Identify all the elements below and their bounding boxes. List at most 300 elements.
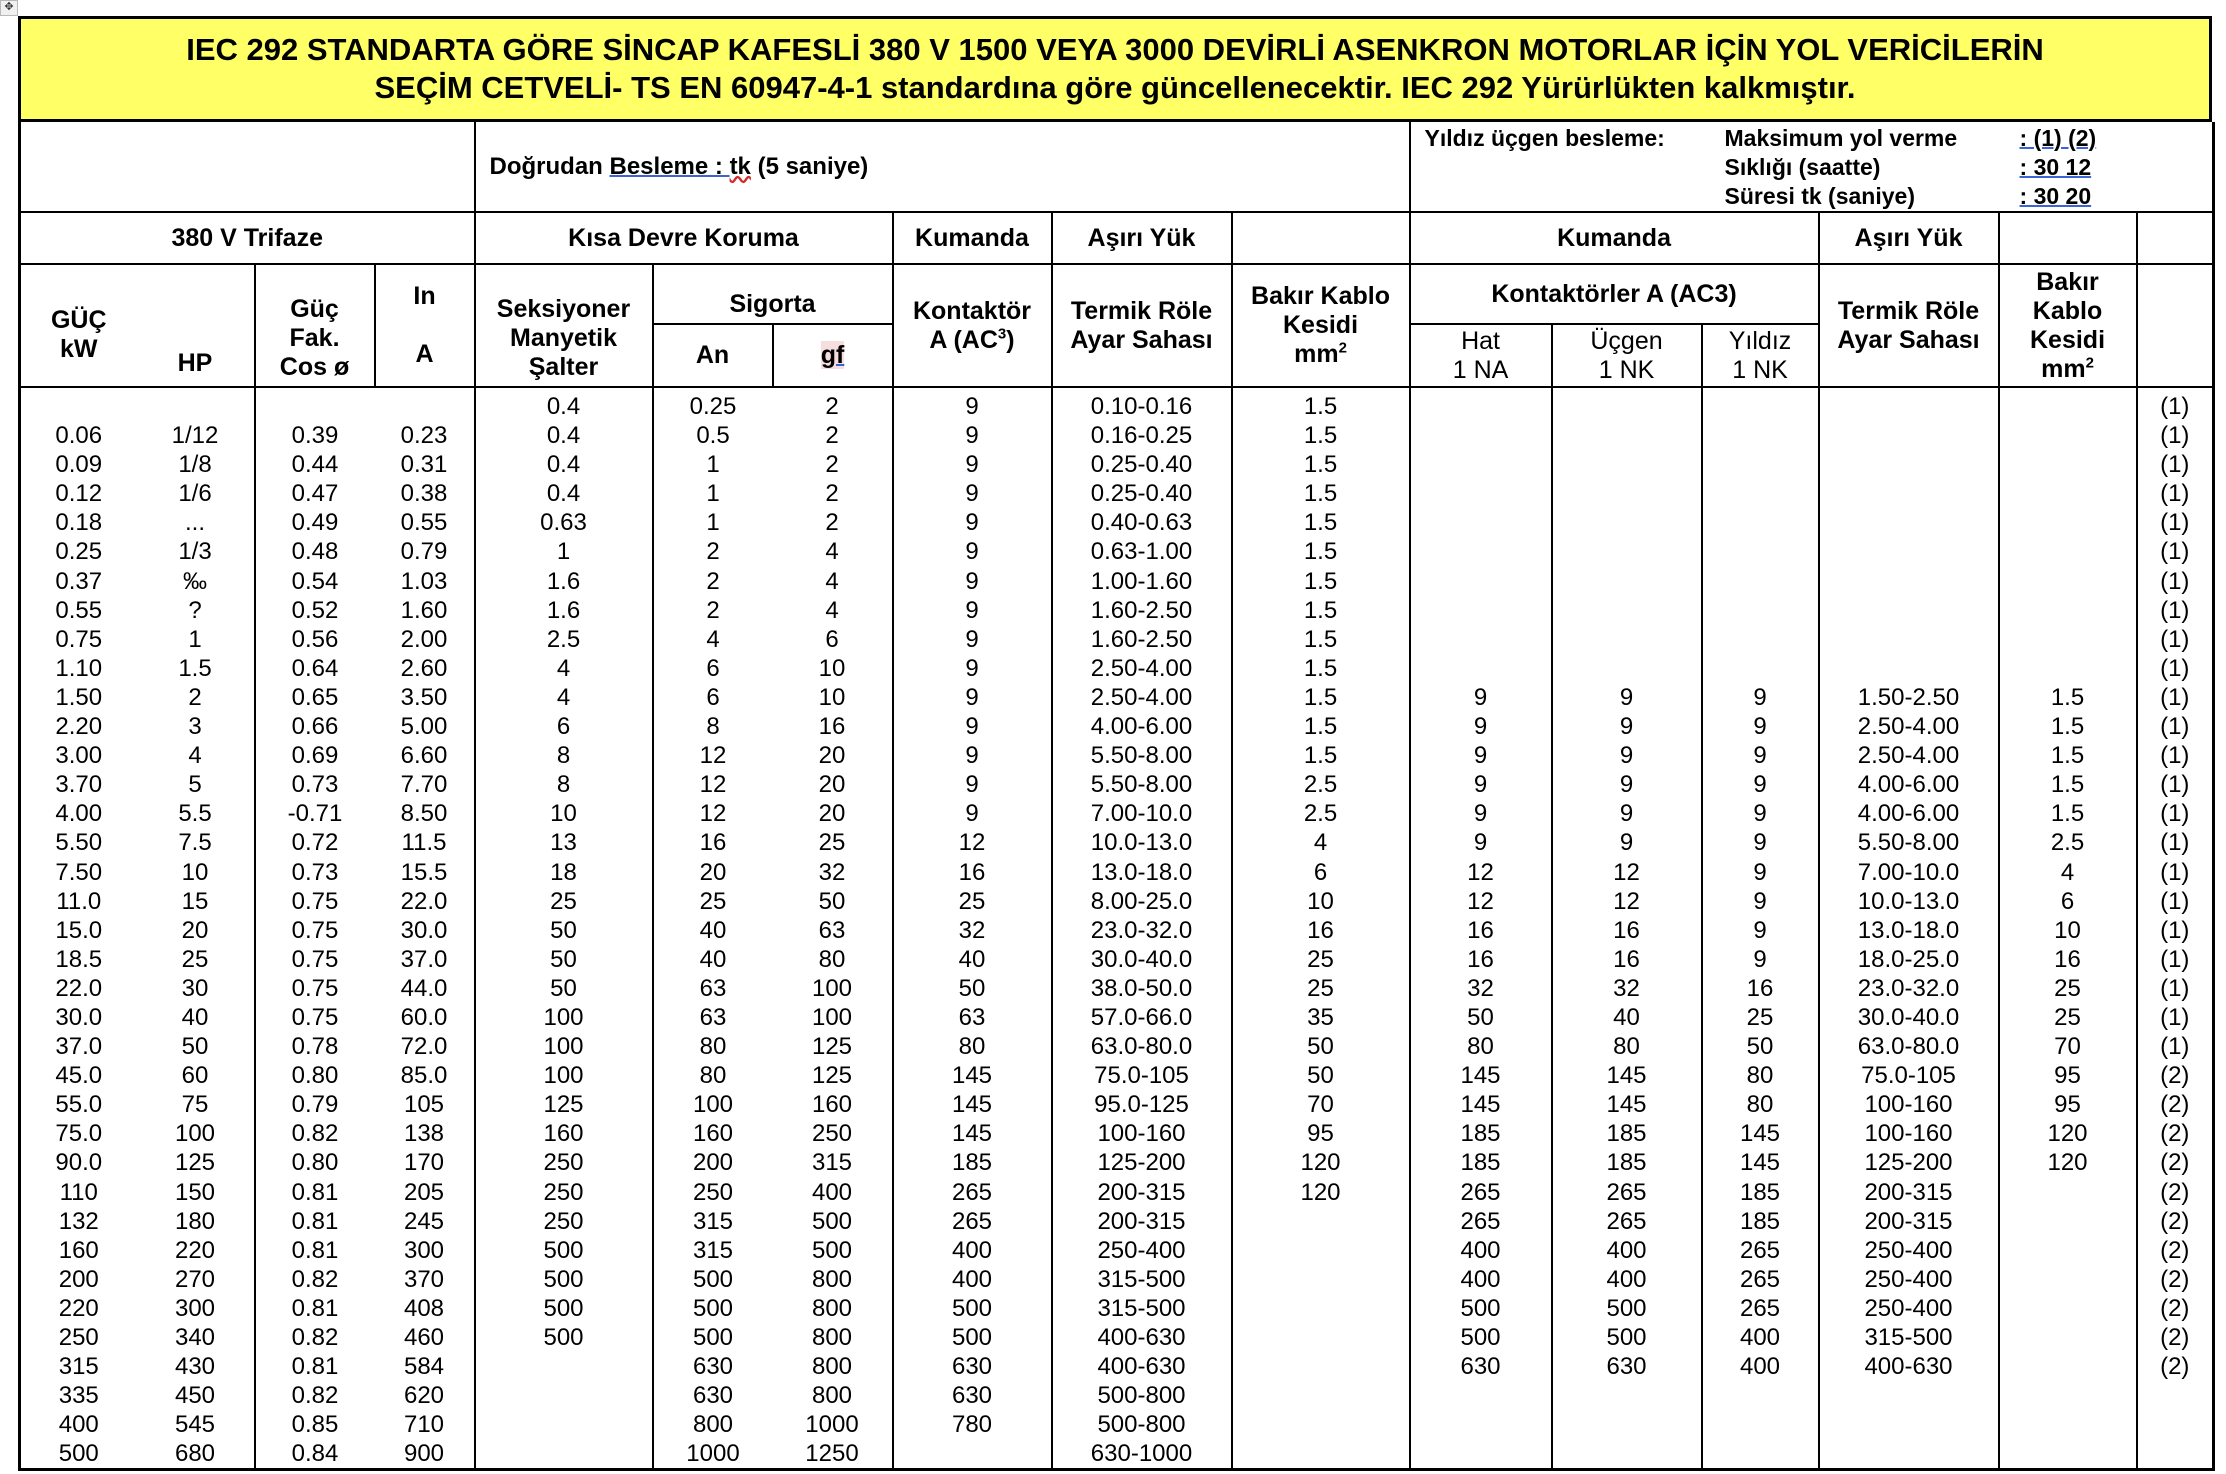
table-cell: 145 xyxy=(1552,1090,1702,1119)
table-row xyxy=(20,1178,2214,1207)
table-cell: 710 xyxy=(375,1410,475,1439)
table-cell: 9 xyxy=(1702,770,1819,799)
table-cell xyxy=(1232,1236,1410,1265)
table-cell: 630 xyxy=(1410,1352,1552,1381)
table-cell: 1 xyxy=(137,625,255,654)
table-cell: 35 xyxy=(1232,1003,1410,1032)
table-cell: 16 xyxy=(1552,916,1702,945)
table-cell: 2.20 xyxy=(20,712,137,741)
table-cell: 250-400 xyxy=(1052,1236,1232,1265)
table-cell xyxy=(893,1439,1052,1470)
col-header-contactor: Kontaktör A $(AC^3)$ xyxy=(893,264,1052,387)
table-cell: 200 xyxy=(692,1149,734,1177)
table-cell: 9 xyxy=(1702,858,1819,887)
table-cell xyxy=(137,388,255,421)
table-cell: 500-800 xyxy=(1052,1410,1232,1439)
table-cell: 2.5 xyxy=(1232,770,1410,799)
table-cell: 0.72 xyxy=(291,829,339,857)
table-cell: (1) xyxy=(2137,712,2214,741)
selection-table-sheet xyxy=(18,16,2212,1471)
table-cell: 9 xyxy=(893,479,1052,508)
table-cell xyxy=(1702,596,1819,625)
table-cell: 185 xyxy=(1552,1119,1702,1148)
table-cell: 120 xyxy=(1999,1119,2137,1148)
table-cell: 1.5 xyxy=(1232,450,1410,479)
table-cell: 22.0 xyxy=(375,887,475,916)
table-row xyxy=(20,1148,2214,1177)
table-cell: 50 xyxy=(893,974,1052,1003)
table-cell: 1.5 xyxy=(1232,654,1410,683)
table-cell: (1) xyxy=(2137,450,2214,479)
data-body xyxy=(20,388,2214,1470)
table-row xyxy=(20,1439,2214,1470)
table-cell: 315-500 xyxy=(1052,1265,1232,1294)
table-row xyxy=(20,450,2214,479)
table-row xyxy=(20,770,2214,799)
table-cell: 400 xyxy=(1552,1265,1702,1294)
table-cell: 2.00 xyxy=(375,625,475,654)
table-cell: 2 xyxy=(773,508,893,537)
table-cell: 1.03 xyxy=(375,567,475,596)
table-cell: 680 xyxy=(137,1439,255,1470)
table-cell: 0.25 xyxy=(689,393,737,420)
table-cell: 500 xyxy=(773,1236,893,1265)
header-table xyxy=(18,122,2215,388)
table-cell: 145 xyxy=(893,1119,1052,1148)
table-cell xyxy=(1702,421,1819,450)
table-cell: ... xyxy=(137,508,255,537)
table-cell: 2 xyxy=(773,450,893,479)
table-cell: 0.55 xyxy=(20,596,137,625)
table-cell xyxy=(1999,1178,2137,1207)
table-cell xyxy=(1552,625,1702,654)
table-cell: 75 xyxy=(137,1090,255,1119)
table-cell: 12 xyxy=(1552,858,1702,887)
title-line-2: SEÇİM CETVELİ- TS EN 60947-4-1 standardına göre güncellenecektir. IEC 292 Yürürlükten kalkmıştır. xyxy=(374,70,1856,105)
table-cell: 315-500 xyxy=(1819,1323,1999,1352)
table-row xyxy=(20,828,2214,857)
table-cell: 12 xyxy=(699,742,727,770)
table-cell: 1.5 xyxy=(1999,712,2137,741)
table-cell: 500 xyxy=(475,1265,653,1294)
table-cell: 9 xyxy=(1410,770,1552,799)
table-cell: 630 xyxy=(893,1352,1052,1381)
table-cell xyxy=(1410,1410,1552,1439)
table-cell: 160 xyxy=(20,1236,137,1265)
table-cell xyxy=(1999,625,2137,654)
table-move-handle-icon[interactable]: ✥ xyxy=(0,0,18,16)
table-cell: 200 xyxy=(20,1265,137,1294)
table-row xyxy=(20,858,2214,887)
table-cell: 1000 xyxy=(773,1410,893,1439)
table-cell: 63 xyxy=(773,916,893,945)
table-cell: 4.00-6.00 xyxy=(1052,712,1232,741)
table-cell: 15.0 xyxy=(20,916,137,945)
table-cell: 400 xyxy=(773,1178,893,1207)
title-line-1: IEC 292 STANDARTA GÖRE SİNCAP KAFESLİ 380 V 1500 VEYA 3000 DEVİRLİ ASENKRON MOTORLAR İÇİN YOL VERİCİLERİN xyxy=(186,32,2044,67)
table-cell: 630 xyxy=(1552,1352,1702,1381)
table-cell: 12 xyxy=(699,800,727,828)
table-cell: 0.75 xyxy=(291,887,339,915)
table-cell: 1/6 xyxy=(137,479,255,508)
table-cell: 630 xyxy=(893,1381,1052,1410)
table-cell: 8 xyxy=(706,713,720,741)
table-cell xyxy=(1552,479,1702,508)
table-cell: 25 xyxy=(137,945,255,974)
table-cell: (1) xyxy=(2137,1003,2214,1032)
table-cell xyxy=(1232,1265,1410,1294)
table-row xyxy=(20,916,2214,945)
table-cell: 80 xyxy=(893,1032,1052,1061)
group-blank-3 xyxy=(2137,212,2214,264)
table-cell: 1 xyxy=(475,537,653,566)
table-cell: 1.00-1.60 xyxy=(1052,567,1232,596)
table-cell xyxy=(1702,567,1819,596)
table-cell: 0.75 xyxy=(291,974,339,1002)
table-cell: 145 xyxy=(1702,1119,1819,1148)
table-cell: 7.00-10.0 xyxy=(1819,858,1999,887)
table-cell: 80 xyxy=(1702,1061,1819,1090)
table-cell: 400 xyxy=(1702,1323,1819,1352)
table-cell: 120 xyxy=(1232,1178,1410,1207)
table-cell: 1.60 xyxy=(375,596,475,625)
table-cell: 75.0-105 xyxy=(1052,1061,1232,1090)
table-cell xyxy=(1702,508,1819,537)
table-cell: (1) xyxy=(2137,945,2214,974)
table-cell: 0.82 xyxy=(291,1120,339,1148)
table-cell: 0.54 xyxy=(291,567,339,595)
table-cell xyxy=(1702,654,1819,683)
table-cell: 630-1000 xyxy=(1052,1439,1232,1470)
table-cell: 9 xyxy=(893,683,1052,712)
table-cell: 250 xyxy=(773,1119,893,1148)
table-cell: 200-315 xyxy=(1819,1178,1999,1207)
table-cell: 0.63-1.00 xyxy=(1052,537,1232,566)
table-cell: 500 xyxy=(1552,1323,1702,1352)
table-cell: 1.5 xyxy=(1232,388,1410,421)
table-cell: 0.81 xyxy=(291,1207,339,1235)
table-row xyxy=(20,1032,2214,1061)
table-cell xyxy=(1819,479,1999,508)
table-cell: 9 xyxy=(893,421,1052,450)
table-cell: (1) xyxy=(2137,388,2214,421)
table-cell: 50 xyxy=(1410,1003,1552,1032)
table-cell: 90.0 xyxy=(20,1148,137,1177)
table-cell: 1.60-2.50 xyxy=(1052,625,1232,654)
table-cell: 630 xyxy=(692,1382,734,1410)
table-cell: 1.5 xyxy=(1232,479,1410,508)
table-cell: 44.0 xyxy=(375,974,475,1003)
col-header-fuse: Sigorta xyxy=(653,264,893,324)
table-cell: 6 xyxy=(1232,858,1410,887)
table-cell: 0.25-0.40 xyxy=(1052,479,1232,508)
table-cell xyxy=(1410,596,1552,625)
table-row xyxy=(20,887,2214,916)
table-cell xyxy=(1999,1381,2137,1410)
table-row xyxy=(20,1236,2214,1265)
table-cell: 2 xyxy=(773,388,893,421)
table-cell: 450 xyxy=(137,1381,255,1410)
table-cell xyxy=(1999,508,2137,537)
table-cell: 400 xyxy=(1552,1236,1702,1265)
table-cell: 1.50-2.50 xyxy=(1819,683,1999,712)
table-cell: 125-200 xyxy=(1819,1148,1999,1177)
table-cell xyxy=(1552,421,1702,450)
table-cell: 7.50 xyxy=(20,858,137,887)
table-cell: 75.0 xyxy=(20,1119,137,1148)
table-cell: 0.10-0.16 xyxy=(1052,388,1232,421)
table-cell: 500 xyxy=(475,1294,653,1323)
table-cell: 2 xyxy=(773,421,893,450)
table-cell: (1) xyxy=(2137,654,2214,683)
table-cell: 0.25 xyxy=(20,537,137,566)
table-cell: 408 xyxy=(375,1294,475,1323)
table-cell: 9 xyxy=(1702,887,1819,916)
table-cell: 40 xyxy=(699,945,727,973)
table-cell: 9 xyxy=(893,654,1052,683)
table-row xyxy=(20,1352,2214,1381)
table-cell: (1) xyxy=(2137,625,2214,654)
table-cell: 23.0-32.0 xyxy=(1052,916,1232,945)
table-cell: (2) xyxy=(2137,1323,2214,1352)
table-cell: 5.5 xyxy=(137,799,255,828)
table-cell: 9 xyxy=(1702,916,1819,945)
table-cell: 9 xyxy=(893,596,1052,625)
table-cell: (1) xyxy=(2137,858,2214,887)
table-cell: 265 xyxy=(893,1178,1052,1207)
table-cell xyxy=(20,388,137,421)
table-cell: 80 xyxy=(1552,1032,1702,1061)
table-cell: 100 xyxy=(137,1119,255,1148)
col-header-thermal-relay-2: Termik Röle Ayar Sahası xyxy=(1819,264,1999,387)
table-cell: 12 xyxy=(1552,887,1702,916)
table-cell: 300 xyxy=(375,1236,475,1265)
table-cell: 315 xyxy=(692,1207,734,1235)
table-cell: 0.65 xyxy=(291,683,339,711)
table-cell: 400 xyxy=(1410,1265,1552,1294)
table-cell: 63 xyxy=(699,1003,727,1031)
table-cell: 185 xyxy=(1702,1207,1819,1236)
table-cell: 620 xyxy=(375,1381,475,1410)
table-cell xyxy=(1552,567,1702,596)
table-cell xyxy=(1819,1381,1999,1410)
table-cell: 500 xyxy=(20,1439,137,1470)
table-cell: 250-400 xyxy=(1819,1236,1999,1265)
table-cell: 0.47 xyxy=(291,480,339,508)
table-cell: 2.50-4.00 xyxy=(1052,654,1232,683)
col-header-in: In A xyxy=(375,264,475,387)
table-cell: 2.5 xyxy=(1999,828,2137,857)
table-cell: 265 xyxy=(1410,1178,1552,1207)
table-cell: 9 xyxy=(1552,712,1702,741)
table-cell: 2.60 xyxy=(375,654,475,683)
table-cell: 3.50 xyxy=(375,683,475,712)
table-cell: 18.0-25.0 xyxy=(1819,945,1999,974)
table-cell: 25 xyxy=(773,828,893,857)
table-cell: (1) xyxy=(2137,974,2214,1003)
table-cell: ? xyxy=(137,596,255,625)
table-cell: 0.56 xyxy=(291,625,339,653)
table-cell xyxy=(1410,479,1552,508)
table-cell: 1 xyxy=(706,480,720,508)
table-cell: 0.4 xyxy=(475,450,653,479)
table-cell: 500 xyxy=(475,1323,653,1352)
table-cell: 20 xyxy=(773,741,893,770)
table-cell: 95 xyxy=(1999,1090,2137,1119)
table-cell: 0.81 xyxy=(291,1353,339,1381)
table-cell: 40 xyxy=(699,916,727,944)
table-cell: 85.0 xyxy=(375,1061,475,1090)
table-cell: 400 xyxy=(893,1236,1052,1265)
table-cell: (1) xyxy=(2137,567,2214,596)
table-cell: (2) xyxy=(2137,1352,2214,1381)
table-cell: 500 xyxy=(773,1207,893,1236)
table-cell: 32 xyxy=(773,858,893,887)
table-cell: 500 xyxy=(893,1294,1052,1323)
table-cell: 200-315 xyxy=(1052,1178,1232,1207)
table-cell: (2) xyxy=(2137,1236,2214,1265)
col-header-fuse-gf: gf xyxy=(773,324,893,387)
table-cell: 0.69 xyxy=(291,742,339,770)
table-cell: 120 xyxy=(1232,1148,1410,1177)
table-cell: 10 xyxy=(137,858,255,887)
table-cell: 8.00-25.0 xyxy=(1052,887,1232,916)
table-cell: 0.81 xyxy=(291,1294,339,1322)
table-cell: 0.16-0.25 xyxy=(1052,421,1232,450)
table-cell xyxy=(1999,654,2137,683)
table-cell xyxy=(1702,537,1819,566)
table-cell: 22.0 xyxy=(20,974,137,1003)
table-cell: 2 xyxy=(706,596,720,624)
table-cell: 16 xyxy=(773,712,893,741)
table-cell xyxy=(1819,625,1999,654)
table-cell xyxy=(1999,1236,2137,1265)
table-cell: (1) xyxy=(2137,799,2214,828)
table-cell: 60 xyxy=(137,1061,255,1090)
table-cell: 265 xyxy=(1702,1294,1819,1323)
table-row xyxy=(20,537,2214,566)
table-cell: 8 xyxy=(475,741,653,770)
table-cell: 2 xyxy=(773,479,893,508)
table-cell xyxy=(1819,1439,1999,1470)
table-cell: 9 xyxy=(1552,683,1702,712)
table-cell: 250 xyxy=(475,1207,653,1236)
table-cell: 9 xyxy=(1702,945,1819,974)
table-cell xyxy=(1702,450,1819,479)
table-cell: 220 xyxy=(20,1294,137,1323)
table-cell: 30.0 xyxy=(375,916,475,945)
table-cell: 0.82 xyxy=(291,1324,339,1351)
table-cell: 0.38 xyxy=(375,479,475,508)
table-cell: (1) xyxy=(2137,508,2214,537)
table-cell: 30.0 xyxy=(20,1003,137,1032)
table-cell: 32 xyxy=(893,916,1052,945)
col-header-cable: Bakır Kablo Kesidi $mm^2$ xyxy=(1232,264,1410,387)
table-cell: 1.50 xyxy=(20,683,137,712)
table-cell xyxy=(1552,596,1702,625)
table-cell: 780 xyxy=(893,1410,1052,1439)
table-cell: 4 xyxy=(773,596,893,625)
table-cell: (2) xyxy=(2137,1178,2214,1207)
col-header-power-factor: Güç Fak. Cos ø xyxy=(255,264,375,387)
table-cell: 1.5 xyxy=(1232,625,1410,654)
table-cell: 0.82 xyxy=(291,1265,339,1293)
table-cell: 120 xyxy=(1999,1148,2137,1177)
table-cell: 72.0 xyxy=(375,1032,475,1061)
table-row xyxy=(20,1119,2214,1148)
table-cell: 1.5 xyxy=(1232,741,1410,770)
table-cell: 6 xyxy=(773,625,893,654)
table-row xyxy=(20,479,2214,508)
table-cell xyxy=(1999,1207,2137,1236)
table-cell xyxy=(1702,479,1819,508)
table-cell: 0.66 xyxy=(291,713,339,741)
table-cell: 40 xyxy=(1552,1003,1702,1032)
table-row xyxy=(20,945,2214,974)
table-row xyxy=(20,1323,2214,1352)
table-cell: 25 xyxy=(475,887,653,916)
table-cell: 0.52 xyxy=(291,596,339,624)
table-cell: 9 xyxy=(1410,712,1552,741)
star-delta-table: Yıldız üçgen besleme: Maksimum yol verme : (1) (2) Sıklığı (saatte) : 30 12 Süresi tk (saniye) : 30 20 xyxy=(1424,125,2097,209)
table-cell: 9 xyxy=(1410,828,1552,857)
table-cell xyxy=(1999,537,2137,566)
table-cell: (2) xyxy=(2137,1294,2214,1323)
table-cell: 10 xyxy=(1232,887,1410,916)
table-cell: ‰ xyxy=(137,567,255,596)
table-cell: 0.79 xyxy=(291,1091,339,1119)
table-cell: 12 xyxy=(1410,858,1552,887)
table-row xyxy=(20,1410,2214,1439)
table-cell: 170 xyxy=(375,1148,475,1177)
table-cell: 10.0-13.0 xyxy=(1052,828,1232,857)
table-cell: 50 xyxy=(773,887,893,916)
table-cell: 400 xyxy=(1702,1352,1819,1381)
table-cell xyxy=(1410,508,1552,537)
table-cell: 9 xyxy=(893,741,1052,770)
table-cell: 5.00 xyxy=(375,712,475,741)
table-cell: 9 xyxy=(893,537,1052,566)
col-header-hp: HP xyxy=(137,264,255,387)
table-cell: 100 xyxy=(773,1003,893,1032)
table-cell: 13 xyxy=(475,828,653,857)
table-cell: 500 xyxy=(893,1323,1052,1352)
table-cell: 800 xyxy=(773,1352,893,1381)
table-row xyxy=(20,1090,2214,1119)
table-cell: 16 xyxy=(1410,945,1552,974)
table-cell: 250-400 xyxy=(1819,1265,1999,1294)
table-cell xyxy=(1552,537,1702,566)
table-cell: 50 xyxy=(1232,1032,1410,1061)
table-cell: 100 xyxy=(475,1003,653,1032)
table-cell xyxy=(1999,596,2137,625)
table-cell xyxy=(1999,388,2137,421)
table-cell: 1.6 xyxy=(475,567,653,596)
table-cell: 80 xyxy=(1410,1032,1552,1061)
table-cell: 0.48 xyxy=(291,538,339,566)
table-cell: 145 xyxy=(1552,1061,1702,1090)
table-cell: 30.0-40.0 xyxy=(1819,1003,1999,1032)
table-cell: 185 xyxy=(1702,1178,1819,1207)
table-cell: 0.39 xyxy=(291,422,339,450)
table-cell: 20 xyxy=(773,770,893,799)
table-cell: 0.79 xyxy=(375,537,475,566)
table-cell: 0.78 xyxy=(291,1033,339,1061)
table-cell xyxy=(475,1439,653,1470)
table-row xyxy=(20,508,2214,537)
table-cell: 500-800 xyxy=(1052,1381,1232,1410)
table-cell: 545 xyxy=(137,1410,255,1439)
